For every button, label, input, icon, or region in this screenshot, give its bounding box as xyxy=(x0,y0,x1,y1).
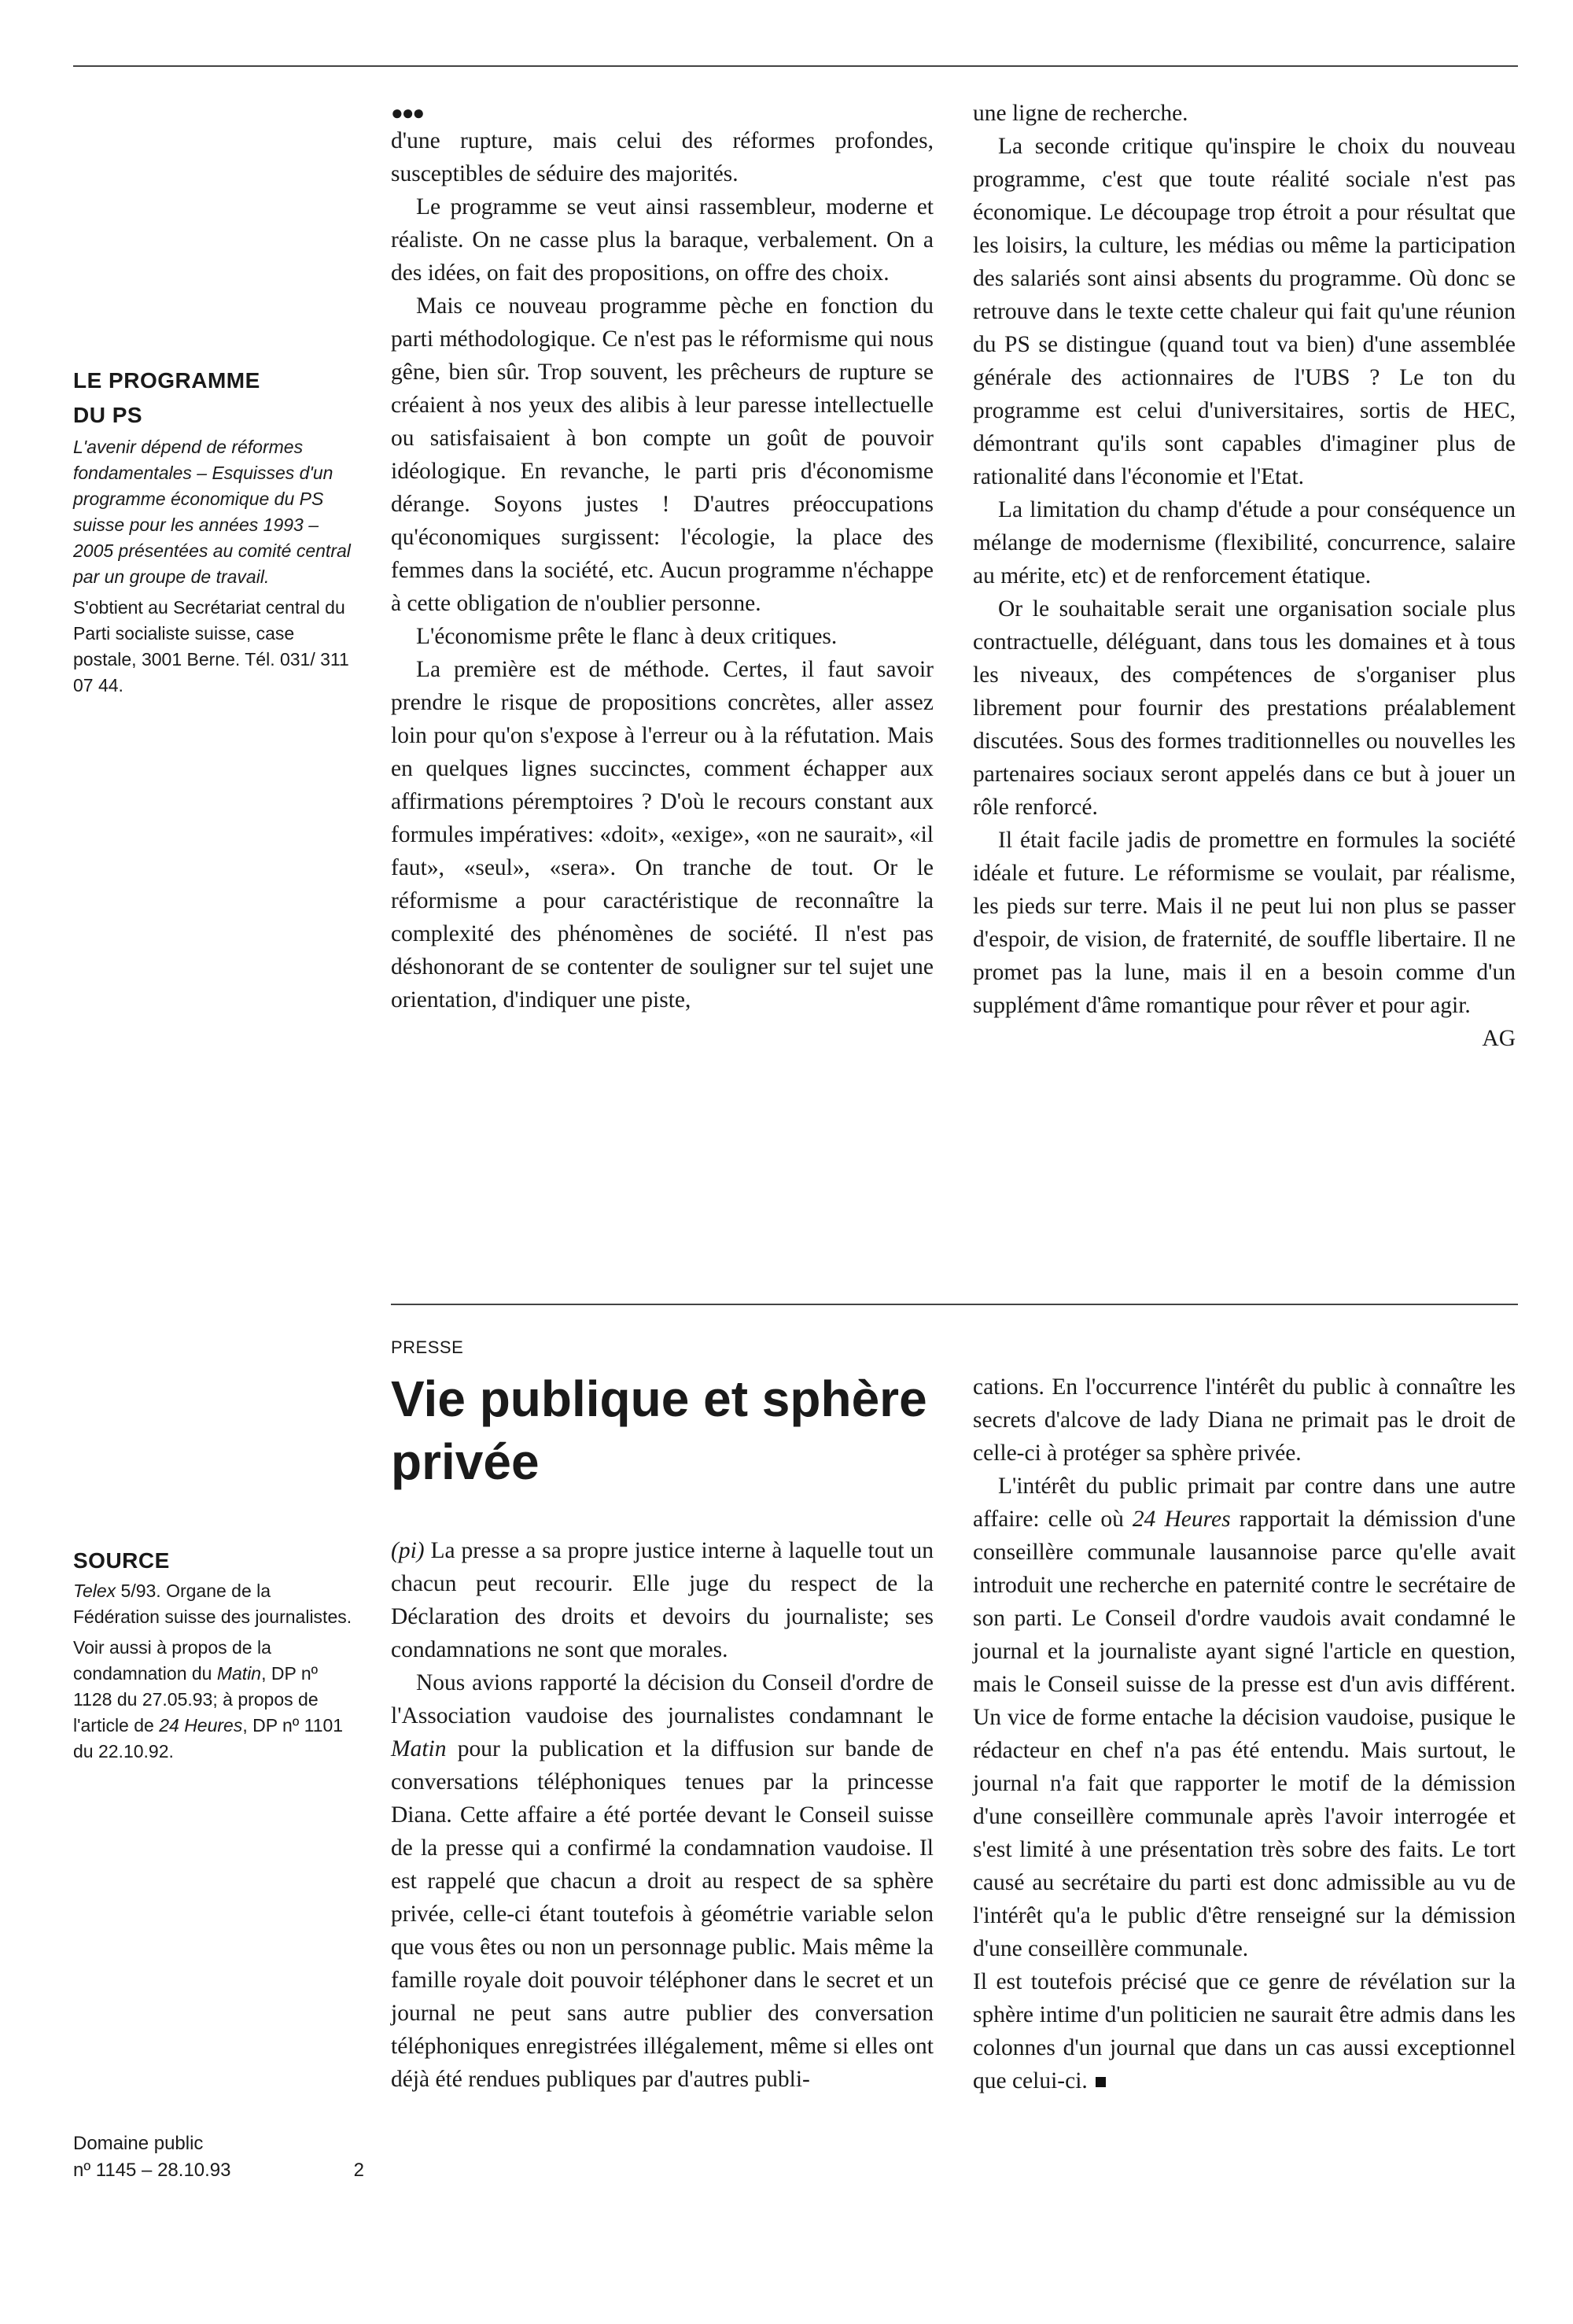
article1-paragraph: Or le souhaitable serait une organisation sociale plus contractuelle, déléguant, dans tous les domaines et à tous les niveaux, des compétences de s'organiser plus librement pour fournir des prestations préalablement discutées. Sous des formes traditionnelles ou nouvelles les partenaires sociaux seront appelés dans ce but à jouer un rôle renforcé. xyxy=(973,596,1516,820)
page-footer xyxy=(73,2130,364,2184)
sidebar-programme-availability: S'obtient au Secrétariat central du Parti socialiste suisse, case postale, 3001 Berne. Tél. 031/ 311 07 44. xyxy=(73,597,349,695)
article1-paragraph: Le programme se veut ainsi rassembleur, moderne et réaliste. On ne casse plus la baraque, verbalement. On a des idées, on fait des propositions, on offre des choix. xyxy=(391,194,934,286)
see-also-part-b: , DP nº 1128 du 27.05.93; à propos de l'article de xyxy=(73,1663,319,1736)
sidebar-source-title: SOURCE xyxy=(73,1548,170,1573)
article1-paragraph: La première est de méthode. Certes, il faut savoir prendre le risque de propositions concrètes, aller assez loin pour qu'on s'expose à l'erreur ou à la réfutation. Mais en quelques lignes succinctes, comment échapper aux affirmations péremptoires ? D'où le recours constant aux formules impératives: «doit», «exige», «on ne saurait», «il faut», «seul», «sera». On tranche de tout. Or le réformisme a pour caractéristique de reconnaître la complexité des phénomènes de société. Il n'est pas déshonorant de se contenter de souligner sur tel sujet une orientation, d'indiquer une piste, xyxy=(391,657,934,1013)
see-also-24-heures: 24 Heures xyxy=(159,1715,243,1736)
article1-column-1 xyxy=(391,101,934,1016)
article2-header xyxy=(391,1337,941,1493)
author-tag: (pi) xyxy=(391,1538,425,1563)
article2-column-2 xyxy=(973,1370,1516,2097)
article1-paragraph: Mais ce nouveau programme pèche en fonction du parti méthodologique. Ce n'est pas le réformisme qui nous gêne, bien sûr. Trop souvent, les prêcheurs de rupture se créaient à nos yeux des alibis à leur paresse intellectuelle ou satisfaisaient à bon compte un goût de pouvoir idéologique. En revanche, le parti pris d'économisme dérange. Soyons justes ! D'autres préoccupations qu'économiques surgissent: l'écologie, la place des femmes dans la société, etc. Aucun programme n'échappe à cette obligation de n'oublier personne. xyxy=(391,293,934,616)
article2-paragraph xyxy=(973,1965,1516,2097)
sidebar-programme xyxy=(73,363,356,703)
sidebar-programme-description: L'avenir dépend de réformes fondamentales – Esquisses d'un programme économique du PS suisse pour les années 1993 – 2005 présentées au comité central par un groupe de travail. xyxy=(73,437,351,587)
matin-title: Matin xyxy=(391,1736,447,1761)
article1-paragraph: L'économisme prête le flanc à deux critiques. xyxy=(416,624,838,649)
continuation-marker: ●●● xyxy=(391,101,424,124)
section-kicker: PRESSE xyxy=(391,1337,464,1357)
article1-paragraph: une ligne de recherche. xyxy=(973,101,1188,126)
article1-closing-text: Il était facile jadis de promettre en formules la société idéale et future. Le réformisme se voulait, par réalisme, les pieds sur terre. Mais il ne peut lui non plus se passer d'espoir, de vision, de fraternité, de souffle libertaire. Il ne promet pas la lune, mais il en a besoin comme d'un supplément d'âme romantique pour rêver et pour agir. xyxy=(973,828,1516,1018)
article2-text-d: rapportait la démission d'une conseillère communale lausannoise parce qu'elle avait introduit une recherche en paternité contre le secrétaire de son parti. Le Conseil d'ordre vaudois avait condamné le journal et la journaliste ayant signé l'article en question, mais le Conseil suisse de la presse est d'un avis différent. Un vice de forme entache la décision vaudoise, pusique le rédacteur en chef n'a pas été entendu. Mais surtout, le journal n'a fait que rapporter le motif de la démission d'une conseillère communale après l'avoir interrogée et s'est limité à une présentation très sobre des faits. Le tort causé au secrétaire du parti est donc admissible au vu de l'intérêt qu'a le public d'être renseigné sur la démission d'une conseillère communale. xyxy=(973,1507,1516,1961)
see-also-part-a: Voir aussi à propos de la condamnation du xyxy=(73,1637,271,1684)
article1-paragraph: La seconde critique qu'inspire le choix du nouveau programme, c'est que toute réalité sociale n'est pas économique. Le découpage trop étroit a pour résultat que les loisirs, la culture, les médias ou même la participation des salariés sont ainsi absents du programme. Où donc se retrouve dans le texte cette chaleur qui fait qu'une réunion du PS se distingue (quand tout va bien) d'une assemblée générale des actionnaires de l'UBS ? Le ton du programme est celui d'universitaires, sortis de HEC, démontrant qu'ils sont capables d'imaginer plus de rationalité dans l'économie et l'Etat. xyxy=(973,134,1516,489)
sidebar-source-reference xyxy=(73,1578,356,1630)
sidebar-source-see-also xyxy=(73,1635,356,1765)
article2-text-b: pour la publication et la diffusion sur bande de conversations téléphoniques tenues par la princesse Diana. Cette affaire a été portée devant le Conseil suisse de la presse qui a confirmé la condamnation vaudoise. Il est rappelé que chacun a droit au respect de sa sphère privée, celle-ci étant toutefois à géométrie variable selon que vous êtes ou non un personnage public. Mais même la famille royale doit pouvoir téléphoner dans le secret et un journal ne peut sans autre publier des conversation téléphoniques enregistrées illégalement, même si elles ont déjà été rendues publiques par d'autres publi- xyxy=(391,1736,934,2092)
publication-name: Domaine public xyxy=(73,2133,204,2154)
article1-paragraph: La limitation du champ d'étude a pour conséquence un mélange de modernisme (flexibilité, concurrence, salaire au mérite, etc) et de renforcement étatique. xyxy=(973,497,1516,588)
article2-paragraph: cations. En l'occurrence l'intérêt du public à connaître les secrets d'alcove de lady Diana ne primait pas le droit de celle-ci à protéger sa sphère privée. xyxy=(973,1374,1516,1466)
article1-last-paragraph xyxy=(973,824,1516,1051)
sidebar-programme-title xyxy=(73,363,356,433)
end-of-article-icon xyxy=(1096,2077,1106,2087)
sidebar-programme-title-line1: LE PROGRAMME xyxy=(73,368,260,393)
article2-paragraph xyxy=(391,1666,934,2096)
sidebar-source xyxy=(73,1544,356,1769)
author-signature: AG xyxy=(1482,1026,1516,1051)
see-also-part-c: , DP nº 1101 du 22.10.92. xyxy=(73,1715,344,1761)
24-heures-title: 24 Heures xyxy=(1132,1507,1231,1532)
top-rule xyxy=(73,65,1518,67)
article2-closing-text: Il est toutefois précisé que ce genre de révélation sur la sphère intime d'un politicien ne saurait être admis dans les colonnes d'un journal que dans un cas aussi exceptionnel que celui-ci. xyxy=(973,1969,1516,2093)
article2-text-a: Nous avions rapporté la décision du Conseil d'ordre de l'Association vaudoise des journalistes condamnant le xyxy=(391,1670,934,1728)
see-also-matin: Matin xyxy=(216,1663,262,1684)
article1-column-2 xyxy=(973,97,1516,1055)
sidebar-programme-title-line2: DU PS xyxy=(73,403,143,427)
article2-paragraph xyxy=(391,1534,934,1666)
article1-paragraph: d'une rupture, mais celui des réformes profondes, susceptibles de séduire des majorités. xyxy=(391,128,934,186)
article2-lead-text: La presse a sa propre justice interne à laquelle tout un chacun peut recourir. Elle juge du respect de la Déclaration des droits et devoirs du journaliste; ses condamnations ne sont que morales. xyxy=(391,1538,934,1662)
article2-text-c: L'intérêt du public primait par contre dans une autre affaire: celle où xyxy=(973,1474,1516,1532)
section-rule xyxy=(391,1304,1518,1305)
issue-info: nº 1145 – 28.10.93 xyxy=(73,2160,231,2181)
article2-paragraph xyxy=(973,1470,1516,1965)
telex-title: Telex xyxy=(73,1581,116,1601)
page-number: 2 xyxy=(353,2160,364,2181)
telex-details: 5/93. Organe de la Fédération suisse des journalistes. xyxy=(73,1581,352,1627)
article2-headline: Vie publique et sphère privée xyxy=(391,1370,927,1490)
article2-column-1 xyxy=(391,1534,934,2096)
